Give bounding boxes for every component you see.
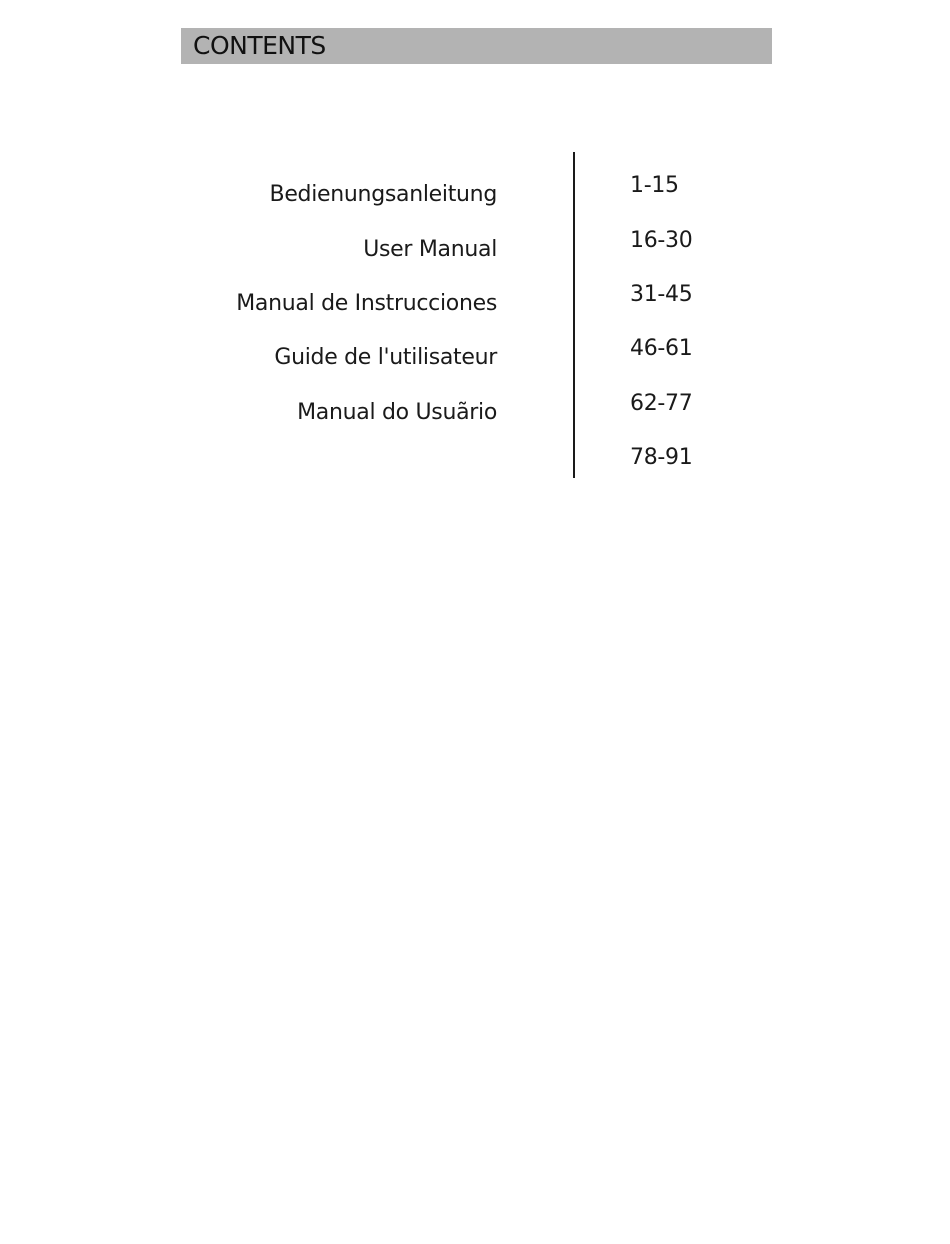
- toc-label-portuguese[interactable]: Manual do Usuãrio: [297, 400, 497, 425]
- page-title: CONTENTS: [193, 31, 326, 60]
- toc-label-french[interactable]: Guide de l'utilisateur: [274, 345, 497, 370]
- toc-page-range: 46-61: [630, 336, 693, 361]
- toc-page-range: 31-45: [630, 282, 693, 307]
- toc-page-range: 1-15: [630, 173, 679, 198]
- toc-page-range: 78-91: [630, 445, 693, 470]
- toc-label-german[interactable]: Bedienungsanleitung: [269, 182, 497, 207]
- toc-divider: [573, 152, 575, 478]
- toc-page-range: 16-30: [630, 228, 693, 253]
- toc-label-spanish[interactable]: Manual de Instrucciones: [236, 291, 497, 316]
- toc-pages-column: [630, 0, 770, 500]
- toc-labels-column: [181, 0, 497, 500]
- toc-label-english[interactable]: User Manual: [363, 237, 497, 262]
- toc-page-range: 62-77: [630, 391, 693, 416]
